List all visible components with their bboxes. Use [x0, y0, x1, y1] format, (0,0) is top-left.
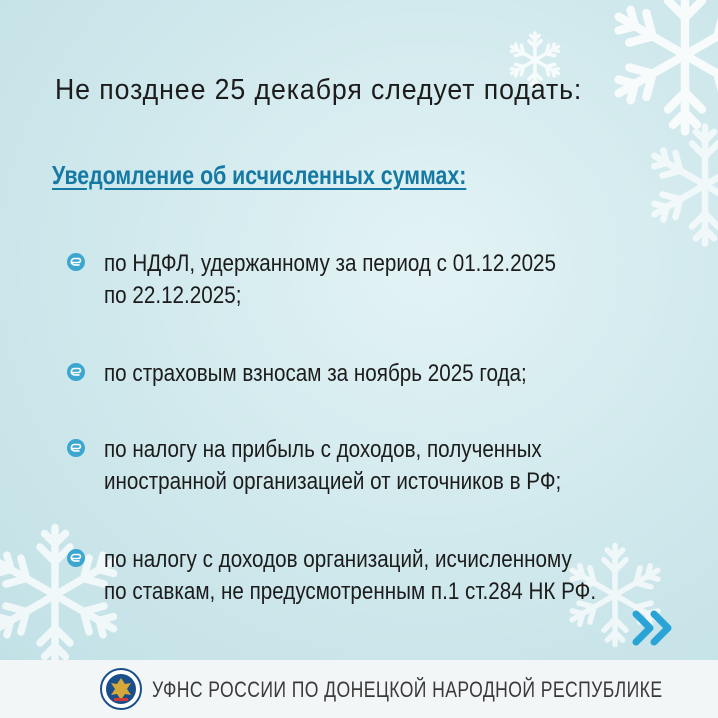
list-item	[66, 544, 676, 608]
list-item-text: по страховым взносам за ноябрь 2025 года;	[104, 360, 527, 387]
list-item-text: по налогу с доходов организаций, исчисленному по ставкам, не предусмотренным п.1 ст.284 НК РФ.	[104, 546, 597, 605]
double-chevron-right-icon[interactable]	[630, 608, 678, 648]
subheading: Уведомление об исчисленных суммах:	[52, 160, 467, 190]
snowflake-icon	[600, 0, 718, 140]
footer	[0, 660, 718, 718]
list-item	[66, 434, 636, 498]
list-item-text: по НДФЛ, удержанному за период с 01.12.2025 по 22.12.2025;	[104, 250, 557, 309]
footer-title: УФНС РОССИИ ПО ДОНЕЦКОЙ НАРОДНОЙ РЕСПУБЛИКЕ	[152, 677, 663, 702]
headline: Не позднее 25 декабря следует подать:	[55, 74, 583, 106]
list-item-text: по налогу на прибыль с доходов, полученных иностранной организацией от источников в РФ;	[104, 436, 562, 495]
list-item	[66, 358, 596, 390]
link-bullet-icon	[66, 548, 86, 568]
list-item	[66, 248, 630, 312]
link-bullet-icon	[66, 438, 86, 458]
link-bullet-icon	[66, 362, 86, 382]
snowflake-icon	[640, 120, 718, 250]
fns-emblem-icon	[100, 668, 142, 710]
link-bullet-icon	[66, 252, 86, 272]
